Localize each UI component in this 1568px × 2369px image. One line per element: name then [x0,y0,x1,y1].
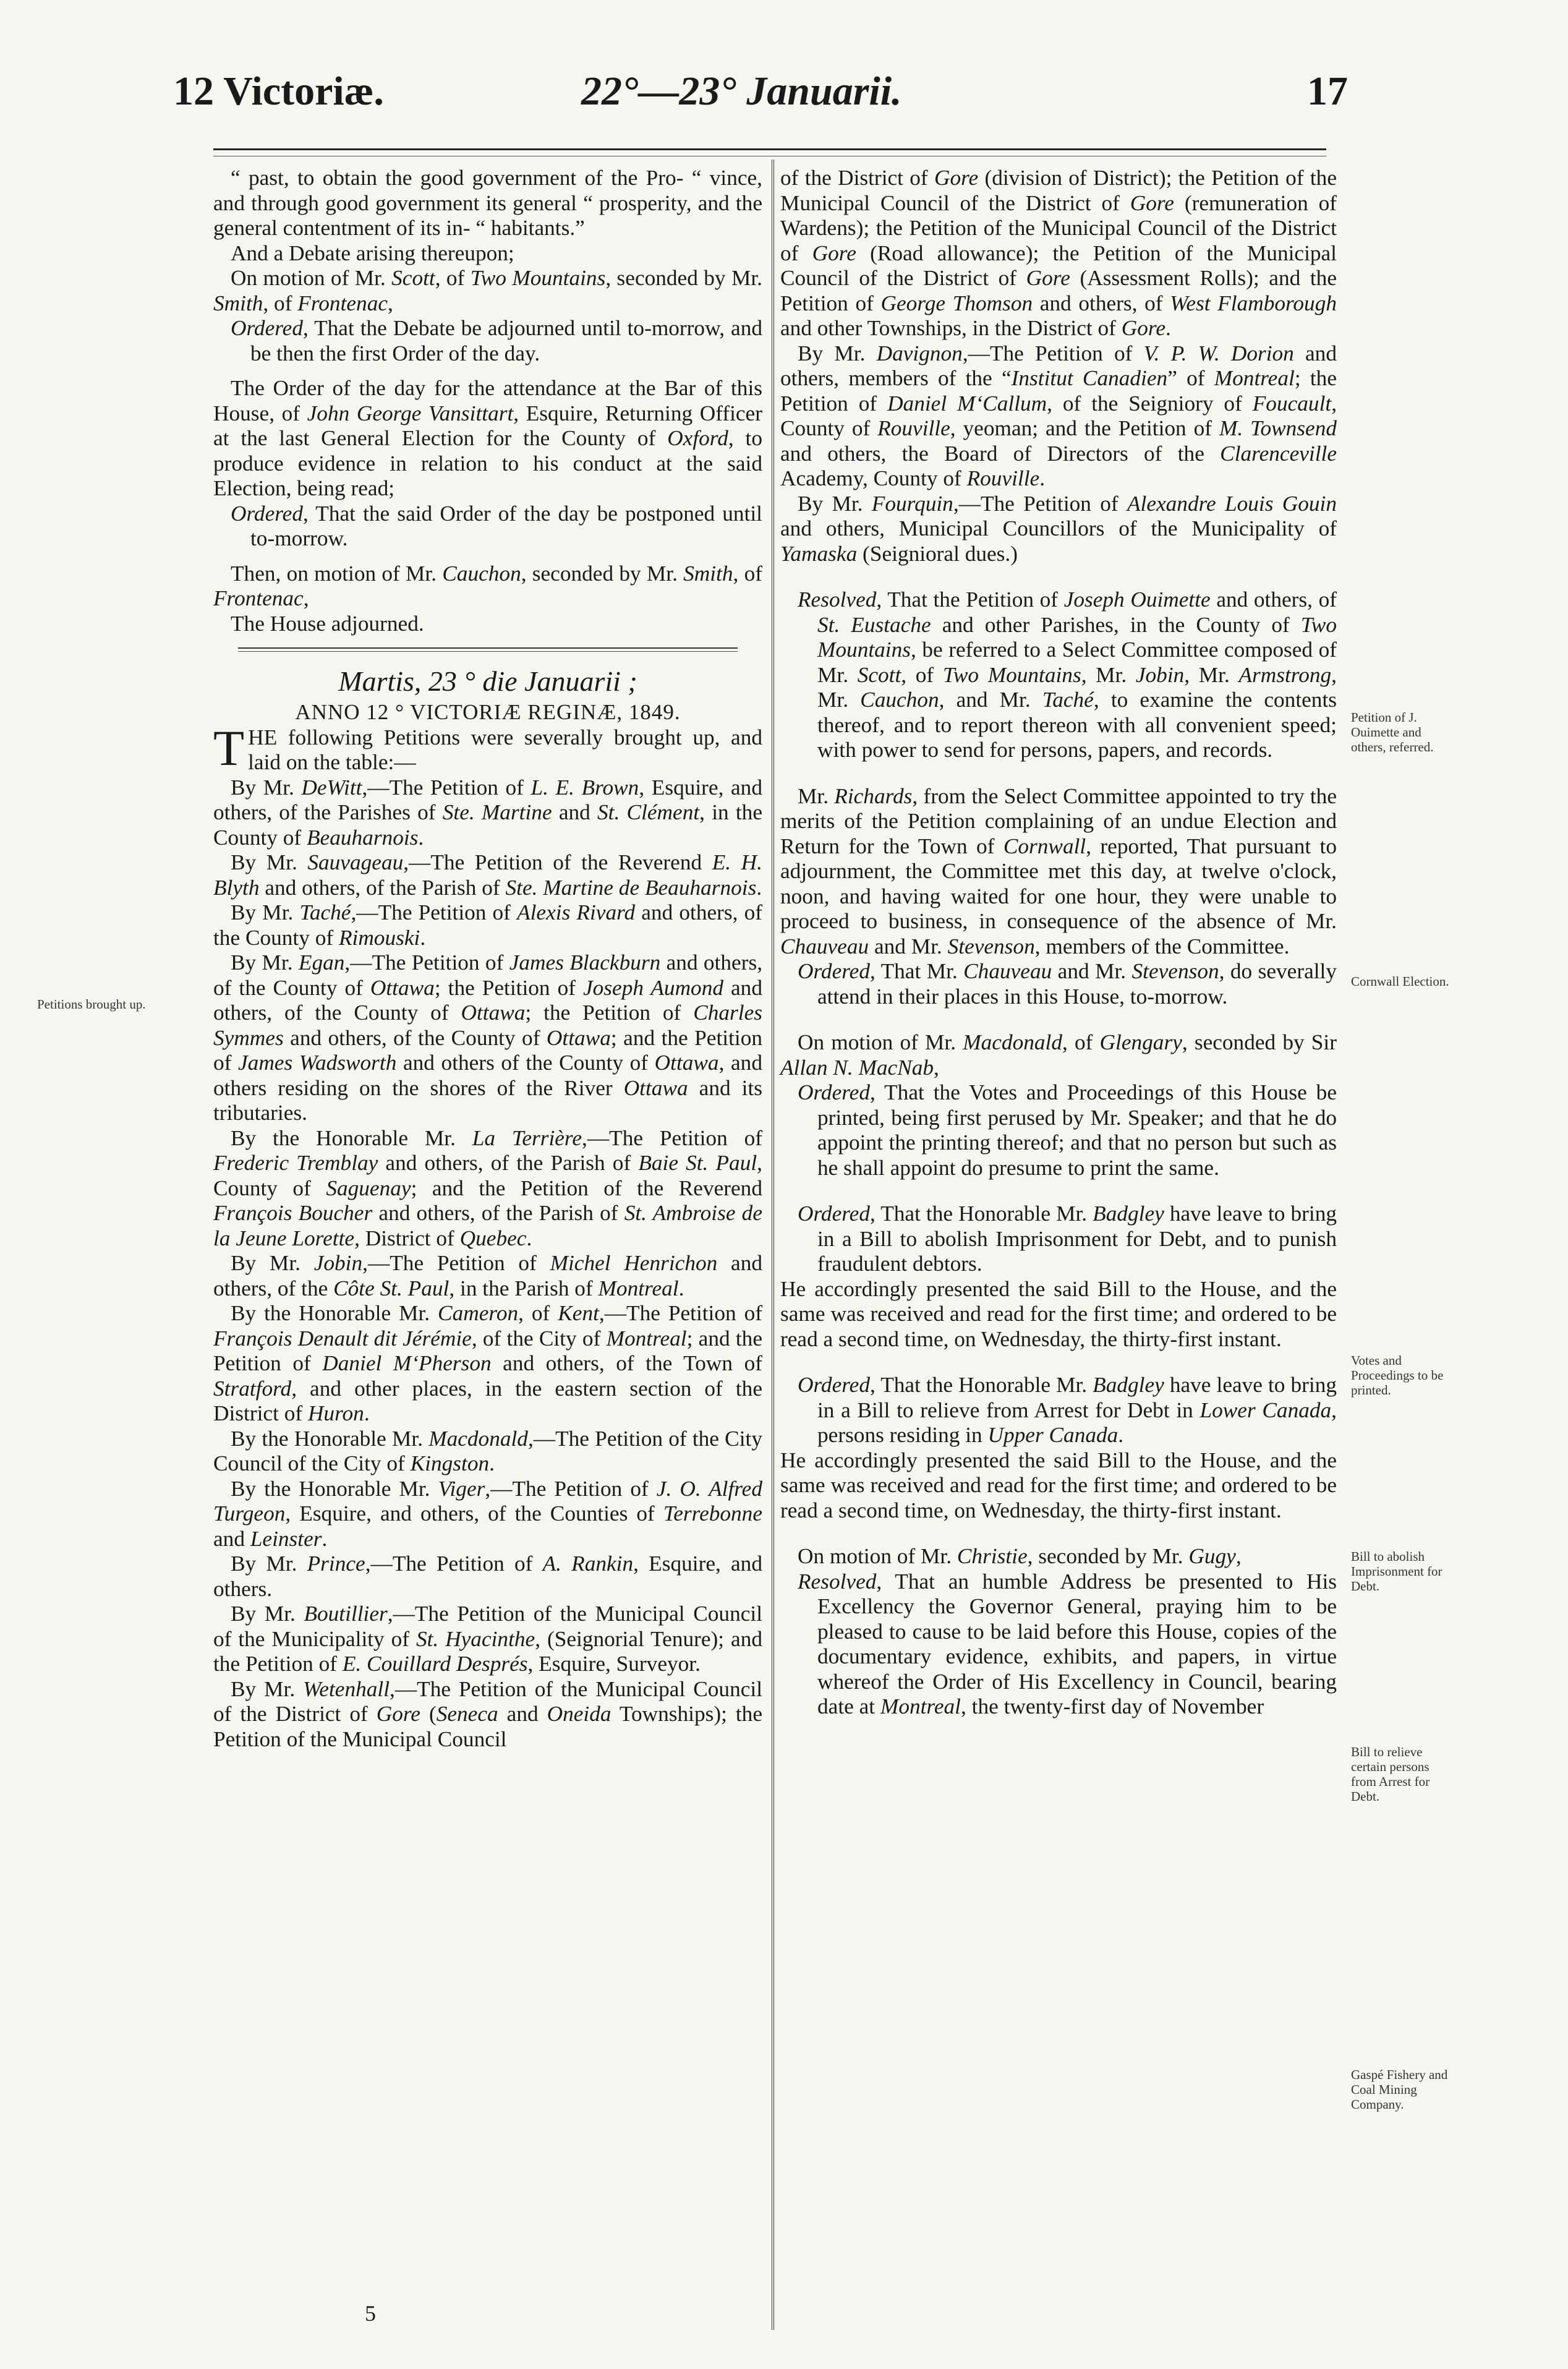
margin-note-petitions: Petitions brought up. [37,997,146,1012]
order-paragraph: Ordered, That the Debate be adjourned until to-morrow, and be then the first Order of the day. [231,316,762,365]
petition-entry: By Mr. Davignon,—The Petition of V. P. W. Dorion and others, members of the “Institut Canadien” of Montreal; the Petition of Daniel M‘Callum, of the Seigniory of Foucault, County of Rouville, yeoman; and the Petition of M. Townsend and others, the Board of Directors of the Clarenceville Academy, County of Rouville. [780,341,1337,490]
petition-entry: By Mr. Egan,—The Petition of James Blackburn and others, of the County of Ottawa; the Petition of Joseph Aumond and others, of the County of Ottawa; the Petition of Charles Symmes and others, of the County of Ottawa; and the Petition of James Wadsworth and others of the County of Ottawa, and others residing on the shores of the River Ottawa and its tributaries. [213,950,763,1125]
margin-note-gaspe: Gaspé Fishery and Coal Mining Company. [1351,2067,1448,2112]
resolution-paragraph: Resolved, That the Petition of Joseph Ouimette and others, of St. Eustache and other Parishes, in the County of Two Mountains, be referred to a Select Committee composed of Mr. Scott, of Two Mountains, Mr. Jobin, Mr. Armstrong, Mr. Cauchon, and Mr. Taché, to examine the contents thereof, and to report thereon with all convenient speed; with power to send for persons, papers, and records. [798,587,1337,762]
petition-entry: By Mr. Prince,—The Petition of A. Rankin, Esquire, and others. [213,1552,762,1601]
petitions-intro: THE following Petitions were severally brought up, and laid on the table:— [213,719,762,776]
running-header [173,68,1348,130]
section-rule [238,647,738,649]
drop-cap: T [213,719,245,776]
day-heading: Martis, 23 ° die Januarii ; [338,665,637,697]
right-column [780,166,1337,1720]
committee-report: Mr. Richards, from the Select Committee appointed to try the merits of the Petition complaining of an undue Election and Return for the Town of Cornwall, reported, That pursuant to adjournment, the Committee met this day, at twelve o'clock, noon, and having waited for one hour, they were unable to proceed to business, in consequence of the absence of Mr. Chauveau and Mr. Stevenson, members of the Committee. [780,783,1337,958]
petition-entry: By the Honorable Mr. Macdonald,—The Petition of the City Council of the City of Kingston. [213,1426,762,1475]
petition-entry: By Mr. DeWitt,—The Petition of L. E. Brown, Esquire, and others, of the Parishes of Ste. Martine and St. Clément, in the County of Beauharnois. [213,775,762,850]
order-paragraph: Ordered, That the Honorable Mr. Badgley have leave to bring in a Bill to abolish Imprisonment for Debt, and to punish fraudulent debtors. [798,1202,1337,1276]
anno-line: ANNO 12 ° VICTORIÆ REGINÆ, 1849. [295,700,681,724]
paragraph: Then, on motion of Mr. Cauchon, seconded by Mr. Smith, of Frontenac, [213,561,762,610]
petition-entry: By Mr. Wetenhall,—The Petition of the Municipal Council of the District of Gore (Seneca and Oneida Townships); the Petition of the Municipal Council [213,1676,763,1751]
order-paragraph: Ordered, That the Votes and Proceedings of this House be printed, being first perused by Mr. Speaker; and that he do appoint the printing thereof; and that no person but such as he shall appoint do presume to print the same. [798,1080,1337,1180]
signature-mark: 5 [365,2301,376,2326]
page-number: 17 [1307,69,1348,114]
margin-note-relieve: Bill to relieve certain persons from Arrest for Debt. [1351,1744,1430,1804]
paragraph: The House adjourned. [231,611,424,636]
order-paragraph: Ordered, That the said Order of the day be postponed until to-morrow. [231,501,762,550]
petition-entry: By the Honorable Mr. Viger,—The Petition of J. O. Alfred Turgeon, Esquire, and others, of the Counties of Terrebonne and Leinster. [213,1476,762,1551]
petition-continuation: of the District of Gore (division of District); the Petition of the Municipal Council of the District of Gore (remuneration of Wardens); the Petition of the Municipal Council of the District of Gore (Road allowance); the Petition of the Municipal Council of the District of Gore (Assessment Rolls); and the Petition of George Thomson and others, of West Flamborough and other Townships, in the District of Gore. [780,166,1337,340]
paragraph: And a Debate arising thereupon; [231,241,514,265]
petition-entry: By Mr. Jobin,—The Petition of Michel Henrichon and others, of the Côte St. Paul, in the Parish of Montreal. [213,1251,762,1300]
paragraph: The Order of the day for the attendance at the Bar of this House, of John George Vansittart, Esquire, Returning Officer at the last General Election for the County of Oxford, to produce evidence in relation to his conduct at the said Election, being read; [213,376,763,500]
paragraph: He accordingly presented the said Bill to the House, and the same was received and read for the first time; and ordered to be read a second time, on Wednesday, the thirty-first instant. [780,1448,1337,1522]
margin-note-abolish: Bill to abolish Imprisonment for Debt. [1351,1549,1442,1594]
header-regnal-year: 12 Victoriæ. [173,69,384,114]
margin-note-cornwall: Cornwall Election. [1351,974,1449,989]
petition-entry: By Mr. Sauvageau,—The Petition of the Reverend E. H. Blyth and others, of the Parish of Ste. Martine de Beauharnois. [213,850,762,900]
petition-entry: By the Honorable Mr. La Terrière,—The Petition of Frederic Tremblay and others, of the Parish of Baie St. Paul, County of Saguenay; and the Petition of the Reverend François Boucher and others, of the Parish of St. Ambroise de la Jeune Lorette, District of Quebec. [213,1125,763,1250]
left-column [213,166,762,1752]
paragraph: He accordingly presented the said Bill to the House, and the same was received and read for the first time; and ordered to be read a second time, on Wednesday, the thirty-first instant. [780,1276,1337,1351]
margin-note-ouimette: Petition of J. Ouimette and others, referred. [1351,710,1434,754]
column-divider [772,160,774,2330]
order-paragraph: Ordered, That Mr. Chauveau and Mr. Stevenson, do severally attend in their places in this House, to-morrow. [798,959,1337,1009]
header-dates: 22°—23° Januarii. [581,69,902,114]
section-rule-thin [238,651,738,652]
petition-entry: By the Honorable Mr. Cameron, of Kent,—The Petition of François Denault dit Jérémie, of the City of Montreal; and the Petition of Daniel M‘Pherson and others, of the Town of Stratford, and other places, in the eastern section of the District of Huron. [213,1301,762,1425]
header-rule [213,148,1326,150]
margin-note-votes: Votes and Proceedings to be printed. [1351,1353,1444,1398]
resolution-paragraph: Resolved, That an humble Address be presented to His Excellency the Governor General, praying him to be pleased to cause to be laid before this House, copies of the documentary evidence, exhibits, and papers, in virtue whereof the Order of His Excellency in Council, bearing date at Montreal, the twenty-first day of November [798,1569,1337,1718]
motion-paragraph: On motion of Mr. Christie, seconded by Mr. Gugy, [798,1544,1242,1568]
order-paragraph: Ordered, That the Honorable Mr. Badgley have leave to bring in a Bill to relieve from Arrest for Debt in Lower Canada, persons residing in Upper Canada. [798,1373,1337,1447]
petition-entry: By Mr. Fourquin,—The Petition of Alexandre Louis Gouin and others, Municipal Councillors of the Municipality of Yamaska (Seignioral dues.) [780,491,1337,566]
quoted-passage: “ past, to obtain the good government of the Pro- “ vince, and through good government its general “ prosperity, and the general contentment of its in- “ habitants.” [213,166,762,240]
petition-entry: By Mr. Boutillier,—The Petition of the Municipal Council of the Municipality of St. Hyacinthe, (Seignorial Tenure); and the Petition of E. Couillard Després, Esquire, Surveyor. [213,1602,762,1676]
petition-entry: By Mr. Taché,—The Petition of Alexis Rivard and others, of the County of Rimouski. [213,900,762,950]
motion-paragraph: On motion of Mr. Scott, of Two Mountains, seconded by Mr. Smith, of Frontenac, [213,266,762,315]
motion-paragraph: On motion of Mr. Macdonald, of Glengary, seconded by Sir Allan N. MacNab, [780,1030,1337,1080]
